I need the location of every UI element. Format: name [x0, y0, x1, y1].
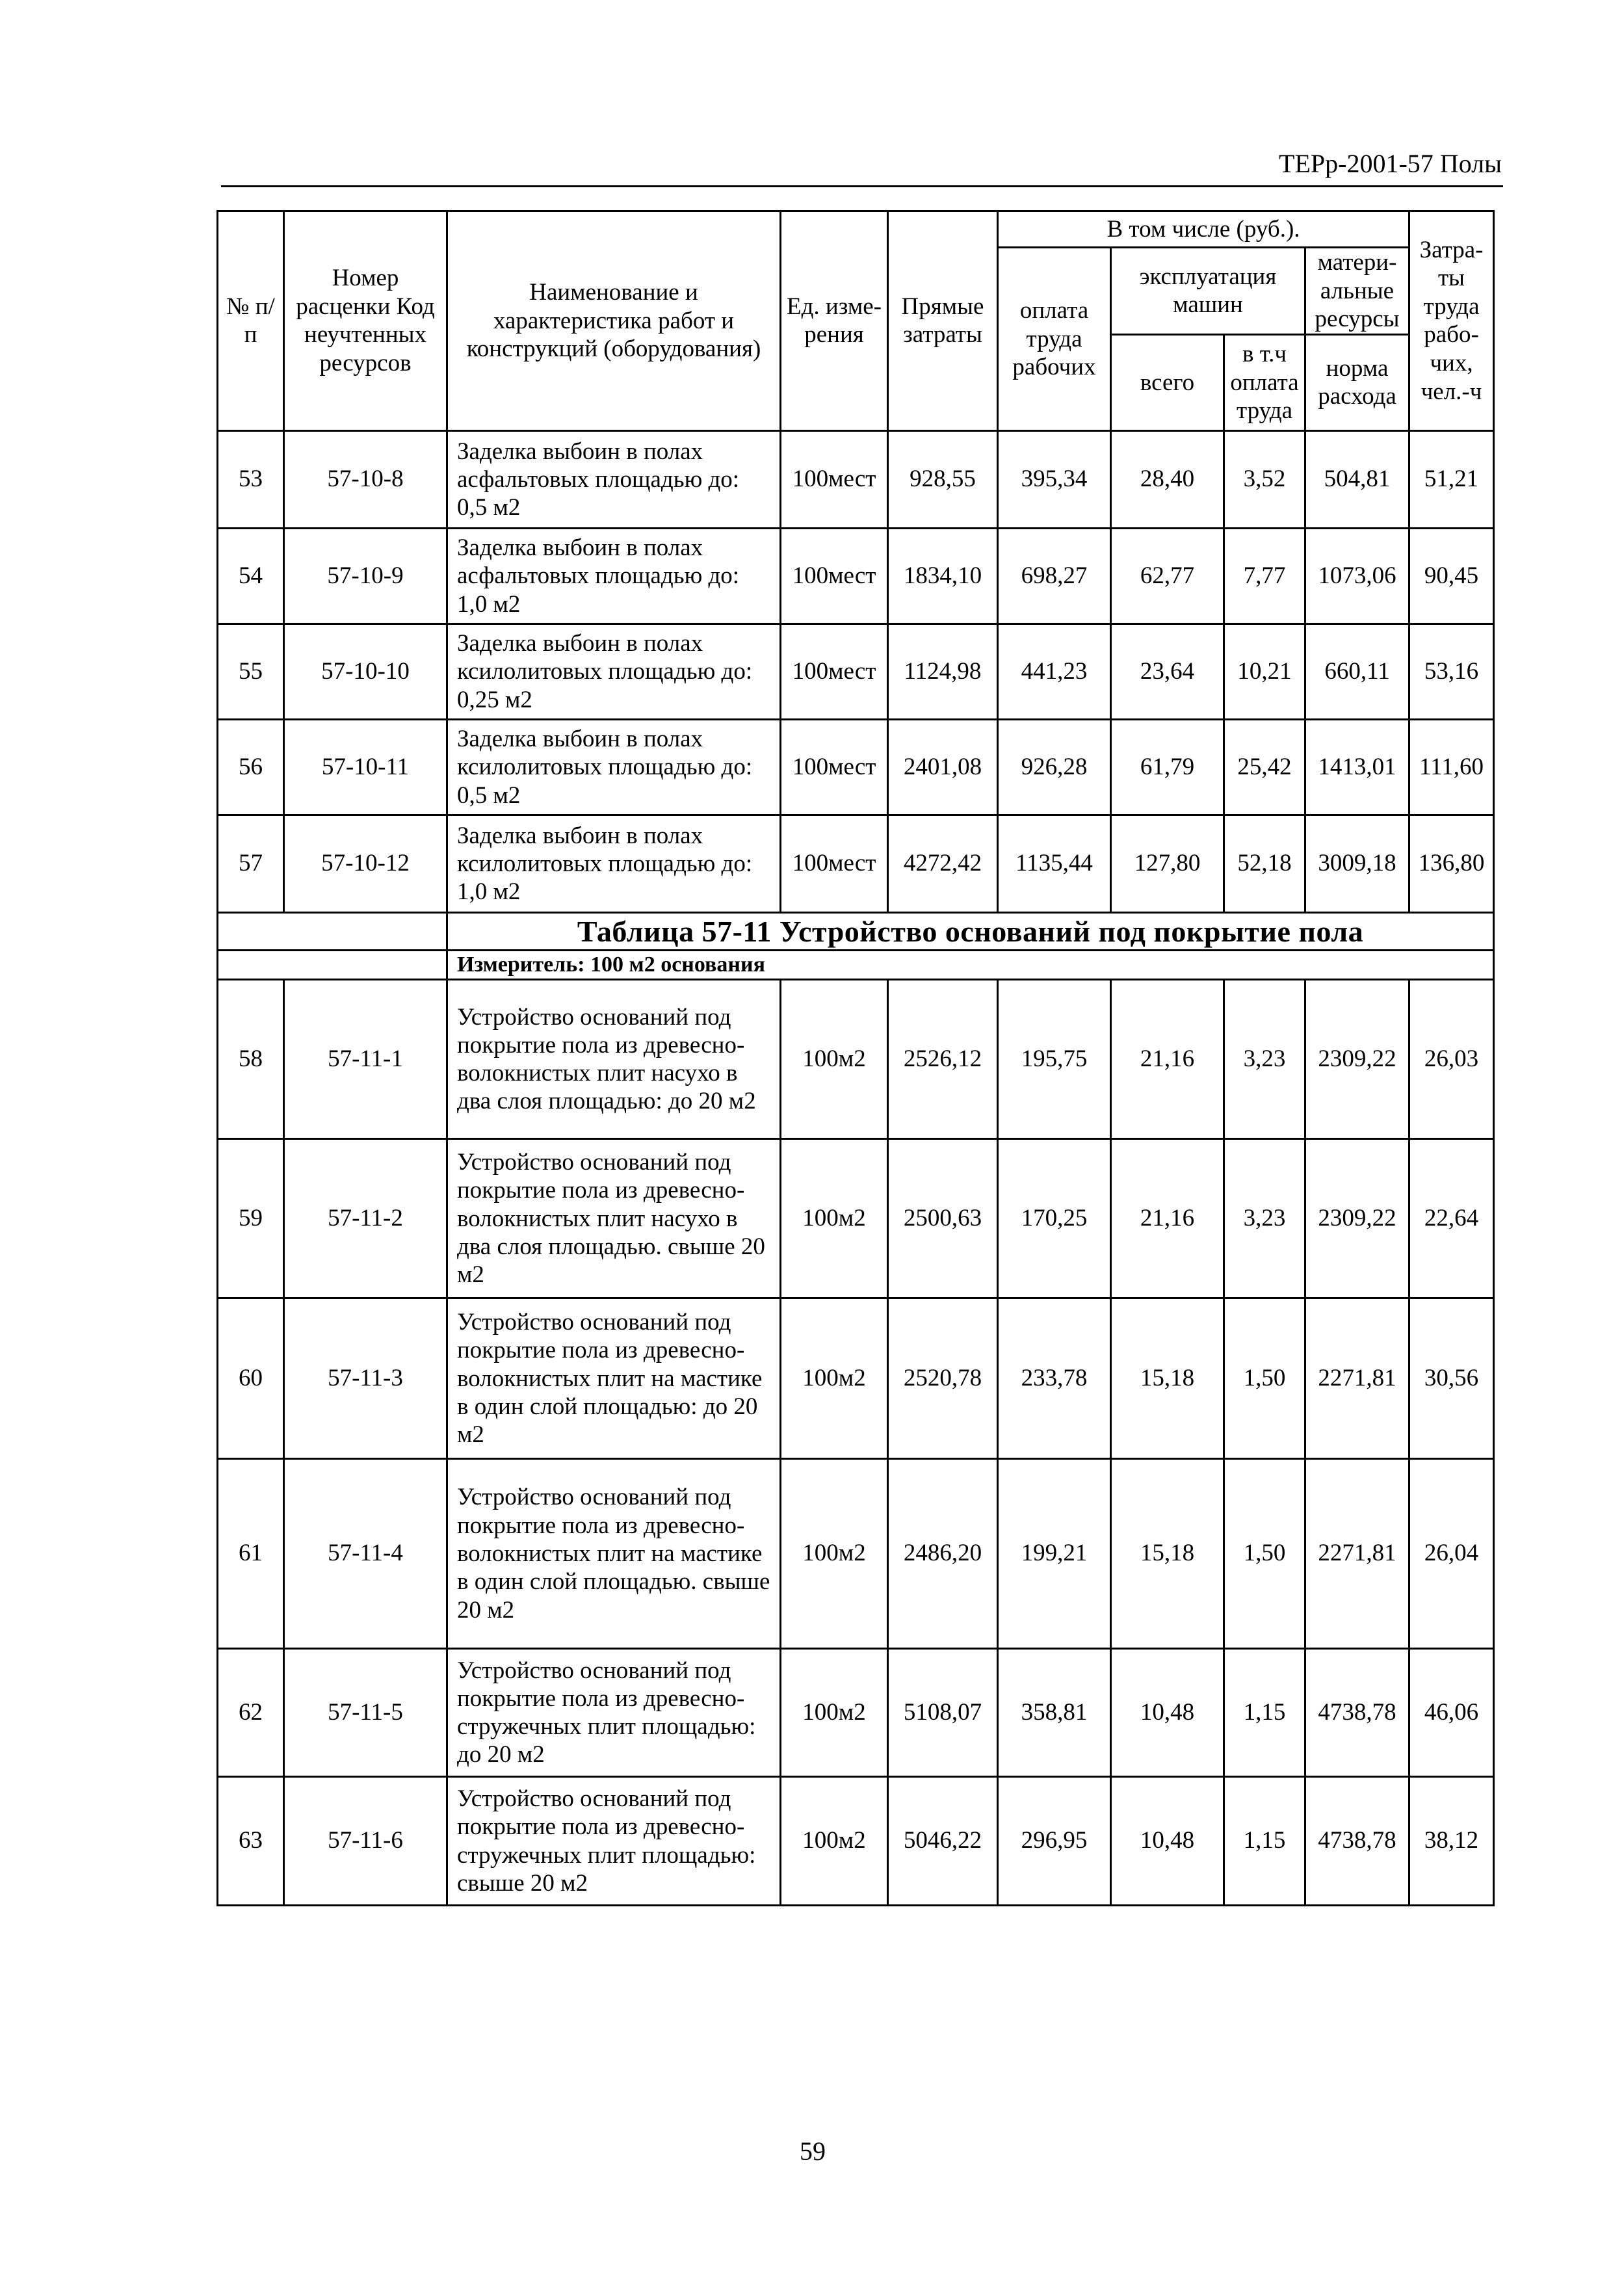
cell-machines: 21,16 — [1111, 980, 1224, 1139]
cell-unit: 100мест — [781, 430, 888, 528]
cell-materials: 1413,01 — [1305, 719, 1409, 815]
table-row — [218, 1777, 1494, 1906]
cell-direct: 4272,42 — [888, 815, 998, 912]
cell-machines-pay: 25,42 — [1224, 719, 1305, 815]
header-machines-total: всего — [1111, 334, 1224, 430]
cell-code: 57-11-6 — [284, 1777, 447, 1906]
cell-machines: 10,48 — [1111, 1649, 1224, 1777]
cell-materials: 2271,81 — [1305, 1459, 1409, 1649]
header-machines-incl: в т.ч оплата труда — [1224, 334, 1305, 430]
cell-code: 57-10-11 — [284, 719, 447, 815]
cell-labor-pay: 195,75 — [998, 980, 1111, 1139]
rates-table — [216, 210, 1495, 1906]
table-row — [218, 1139, 1494, 1298]
cell-machines-pay: 3,52 — [1224, 430, 1305, 528]
cell-num: 58 — [218, 980, 284, 1139]
cell-labor-pay: 170,25 — [998, 1139, 1111, 1298]
header-machines: эксплуатация машин — [1111, 248, 1305, 335]
cell-num: 62 — [218, 1649, 284, 1777]
cell-labor-pay: 1135,44 — [998, 815, 1111, 912]
cell-num: 60 — [218, 1298, 284, 1459]
cell-machines-pay: 10,21 — [1224, 624, 1305, 719]
cell-labor-cost: 111,60 — [1409, 719, 1494, 815]
header-labor-cost: Затра- ты труда рабо- чих, чел.-ч — [1409, 211, 1494, 431]
cell-unit: 100мест — [781, 719, 888, 815]
cell-unit: 100мест — [781, 528, 888, 624]
header-materials-norm: норма расхода — [1305, 334, 1409, 430]
section-measure: Измеритель: 100 м2 основания — [447, 951, 1494, 980]
cell-machines: 15,18 — [1111, 1459, 1224, 1649]
cell-unit: 100м2 — [781, 1649, 888, 1777]
section-blank — [218, 951, 447, 980]
cell-unit: 100м2 — [781, 980, 888, 1139]
table-row — [218, 624, 1494, 719]
cell-unit: 100мест — [781, 815, 888, 912]
cell-name: Заделка выбоин в полах ксилолитовых площадью до: 0,25 м2 — [447, 624, 781, 719]
cell-machines-pay: 1,50 — [1224, 1298, 1305, 1459]
cell-name: Заделка выбоин в полах асфальтовых площадью до: 1,0 м2 — [447, 528, 781, 624]
header-labor-pay: оплата труда рабочих — [998, 248, 1111, 431]
section-measure-row — [218, 951, 1494, 980]
cell-machines-pay: 1,15 — [1224, 1777, 1305, 1906]
cell-unit: 100м2 — [781, 1139, 888, 1298]
cell-num: 54 — [218, 528, 284, 624]
cell-machines: 23,64 — [1111, 624, 1224, 719]
cell-materials: 2309,22 — [1305, 980, 1409, 1139]
cell-name: Устройство оснований под покрытие пола из древесно-стружечных плит площадью: свыше 20 м2 — [447, 1777, 781, 1906]
cell-code: 57-10-9 — [284, 528, 447, 624]
cell-labor-cost: 30,56 — [1409, 1298, 1494, 1459]
cell-labor-pay: 698,27 — [998, 528, 1111, 624]
cell-unit: 100мест — [781, 624, 888, 719]
cell-labor-pay: 395,34 — [998, 430, 1111, 528]
cell-num: 59 — [218, 1139, 284, 1298]
table-header — [218, 211, 1494, 431]
table-row — [218, 430, 1494, 528]
cell-labor-pay: 926,28 — [998, 719, 1111, 815]
cell-machines-pay: 3,23 — [1224, 980, 1305, 1139]
cell-materials: 3009,18 — [1305, 815, 1409, 912]
cell-code: 57-11-2 — [284, 1139, 447, 1298]
cell-materials: 660,11 — [1305, 624, 1409, 719]
cell-machines-pay: 7,77 — [1224, 528, 1305, 624]
cell-code: 57-11-4 — [284, 1459, 447, 1649]
cell-labor-cost: 38,12 — [1409, 1777, 1494, 1906]
cell-name: Устройство оснований под покрытие пола из древесно-стружечных плит площадью: до 20 м2 — [447, 1649, 781, 1777]
table-row — [218, 528, 1494, 624]
cell-labor-pay: 296,95 — [998, 1777, 1111, 1906]
cell-code: 57-11-1 — [284, 980, 447, 1139]
header-code: Номер расценки Код неучтенных ресурсов — [284, 211, 447, 431]
cell-code: 57-10-10 — [284, 624, 447, 719]
cell-code: 57-10-8 — [284, 430, 447, 528]
cell-labor-pay: 358,81 — [998, 1649, 1111, 1777]
cell-unit: 100м2 — [781, 1777, 888, 1906]
cell-direct: 1834,10 — [888, 528, 998, 624]
cell-machines: 15,18 — [1111, 1298, 1224, 1459]
cell-direct: 1124,98 — [888, 624, 998, 719]
cell-materials: 4738,78 — [1305, 1649, 1409, 1777]
cell-direct: 5108,07 — [888, 1649, 998, 1777]
cell-machines: 21,16 — [1111, 1139, 1224, 1298]
cell-machines: 61,79 — [1111, 719, 1224, 815]
cell-materials: 1073,06 — [1305, 528, 1409, 624]
cell-name: Устройство оснований под покрытие пола из древесно-волокнистых плит на мастике в один слой площадью: до 20 м2 — [447, 1298, 781, 1459]
cell-labor-pay: 233,78 — [998, 1298, 1111, 1459]
cell-num: 57 — [218, 815, 284, 912]
cell-code: 57-11-3 — [284, 1298, 447, 1459]
header-rule — [221, 185, 1503, 187]
cell-num: 63 — [218, 1777, 284, 1906]
table-row — [218, 1459, 1494, 1649]
cell-name: Устройство оснований под покрытие пола из древесно-волокнистых плит насухо в два слоя площадью. свыше 20 м2 — [447, 1139, 781, 1298]
cell-labor-cost: 51,21 — [1409, 430, 1494, 528]
cell-name: Заделка выбоин в полах асфальтовых площадью до: 0,5 м2 — [447, 430, 781, 528]
section-title-row — [218, 912, 1494, 950]
cell-labor-cost: 53,16 — [1409, 624, 1494, 719]
cell-num: 56 — [218, 719, 284, 815]
table-row — [218, 719, 1494, 815]
header-incl: В том числе (руб.). — [998, 211, 1409, 248]
cell-unit: 100м2 — [781, 1459, 888, 1649]
cell-name: Устройство оснований под покрытие пола из древесно-волокнистых плит на мастике в один слой площадью. свыше 20 м2 — [447, 1459, 781, 1649]
cell-direct: 2500,63 — [888, 1139, 998, 1298]
cell-labor-pay: 441,23 — [998, 624, 1111, 719]
cell-machines-pay: 1,50 — [1224, 1459, 1305, 1649]
cell-machines: 10,48 — [1111, 1777, 1224, 1906]
cell-unit: 100м2 — [781, 1298, 888, 1459]
header-materials: матери- альные ресурсы — [1305, 248, 1409, 335]
cell-name: Устройство оснований под покрытие пола из древесно-волокнистых плит насухо в два слоя площадью: до 20 м2 — [447, 980, 781, 1139]
cell-machines-pay: 1,15 — [1224, 1649, 1305, 1777]
cell-direct: 5046,22 — [888, 1777, 998, 1906]
cell-num: 53 — [218, 430, 284, 528]
cell-machines: 127,80 — [1111, 815, 1224, 912]
table-body — [218, 430, 1494, 1905]
cell-direct: 2486,20 — [888, 1459, 998, 1649]
table-row — [218, 1649, 1494, 1777]
cell-machines-pay: 52,18 — [1224, 815, 1305, 912]
header-num: № п/п — [218, 211, 284, 431]
cell-code: 57-11-5 — [284, 1649, 447, 1777]
section-blank — [218, 912, 447, 950]
cell-labor-cost: 26,04 — [1409, 1459, 1494, 1649]
cell-materials: 2309,22 — [1305, 1139, 1409, 1298]
cell-machines-pay: 3,23 — [1224, 1139, 1305, 1298]
cell-direct: 2401,08 — [888, 719, 998, 815]
table-row — [218, 1298, 1494, 1459]
cell-materials: 4738,78 — [1305, 1777, 1409, 1906]
cell-labor-pay: 199,21 — [998, 1459, 1111, 1649]
cell-direct: 928,55 — [888, 430, 998, 528]
table-row — [218, 815, 1494, 912]
cell-num: 61 — [218, 1459, 284, 1649]
section-title: Таблица 57-11 Устройство оснований под покрытие пола — [447, 912, 1494, 950]
header-direct: Прямые затраты — [888, 211, 998, 431]
cell-num: 55 — [218, 624, 284, 719]
header-name: Наименование и характеристика работ и конструкций (оборудования) — [447, 211, 781, 431]
cell-labor-cost: 22,64 — [1409, 1139, 1494, 1298]
table-row — [218, 980, 1494, 1139]
cell-labor-cost: 90,45 — [1409, 528, 1494, 624]
cell-labor-cost: 46,06 — [1409, 1649, 1494, 1777]
cell-machines: 28,40 — [1111, 430, 1224, 528]
cell-labor-cost: 26,03 — [1409, 980, 1494, 1139]
cell-name: Заделка выбоин в полах ксилолитовых площадью до: 1,0 м2 — [447, 815, 781, 912]
cell-materials: 504,81 — [1305, 430, 1409, 528]
running-header: ТЕРр-2001-57 Полы — [1279, 149, 1502, 178]
page-number: 59 — [800, 2137, 826, 2166]
cell-name: Заделка выбоин в полах ксилолитовых площадью до: 0,5 м2 — [447, 719, 781, 815]
cell-direct: 2526,12 — [888, 980, 998, 1139]
cell-machines: 62,77 — [1111, 528, 1224, 624]
cell-direct: 2520,78 — [888, 1298, 998, 1459]
cell-code: 57-10-12 — [284, 815, 447, 912]
header-unit: Ед. изме- рения — [781, 211, 888, 431]
cell-labor-cost: 136,80 — [1409, 815, 1494, 912]
cell-materials: 2271,81 — [1305, 1298, 1409, 1459]
